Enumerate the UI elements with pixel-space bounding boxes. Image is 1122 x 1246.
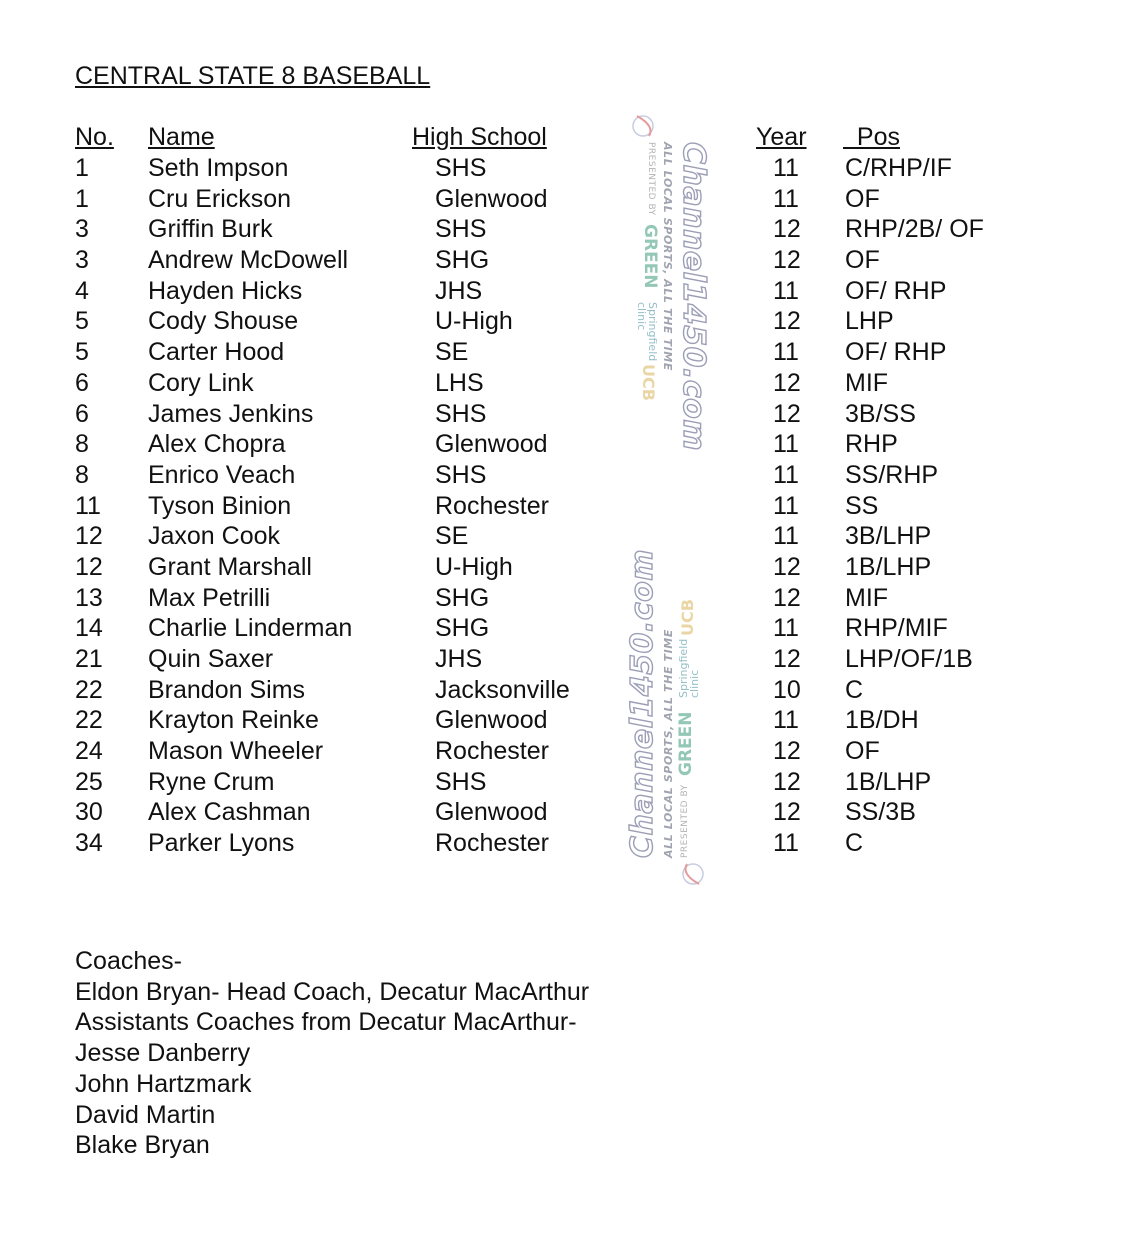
player-number: 25 — [75, 767, 103, 796]
player-number: 21 — [75, 645, 103, 673]
player-number: 22 — [75, 706, 103, 735]
player-number: 8 — [75, 460, 89, 489]
player-year: 11 — [773, 829, 799, 858]
player-school: SE — [435, 338, 469, 367]
player-number: 6 — [75, 399, 89, 428]
watermark-presented-by: PRESENTED BY — [646, 142, 656, 216]
player-school: Glenwood — [435, 184, 548, 213]
player-position: 3B/SS — [845, 399, 916, 428]
player-year: 12 — [773, 246, 801, 275]
player-position: LHP/OF/1B — [845, 645, 973, 673]
player-year: 11 — [773, 706, 799, 735]
player-school: SHG — [435, 583, 490, 612]
player-position: OF — [845, 246, 880, 275]
player-name: Tyson Binion — [148, 491, 292, 520]
player-name: Brandon Sims — [148, 675, 306, 704]
green-sponsor-logo: GREEN — [640, 224, 660, 289]
table-row — [0, 613, 1122, 644]
player-year: 11 — [773, 522, 799, 551]
table-row — [0, 399, 1122, 430]
watermark-presented-by: PRESENTED BY — [680, 784, 690, 858]
springfield-clinic-logo: Springfield clinic — [677, 638, 701, 698]
player-school: Rochester — [435, 737, 549, 766]
player-name: Cru Erickson — [148, 184, 292, 213]
player-school: SHS — [435, 399, 487, 428]
table-row — [0, 460, 1122, 491]
player-year: 11 — [773, 460, 799, 489]
player-school: SHS — [435, 215, 487, 244]
player-school: SHS — [435, 154, 487, 182]
player-year: 11 — [773, 430, 799, 459]
table-row — [0, 583, 1122, 614]
player-name: Jaxon Cook — [148, 522, 281, 551]
player-number: 1 — [75, 154, 89, 182]
coach-line: Assistants Coaches from Decatur MacArthur- — [75, 1008, 577, 1037]
coach-line: John Hartzmark — [75, 1069, 252, 1098]
document-title: CENTRAL STATE 8 BASEBALL — [75, 62, 431, 90]
table-row — [0, 521, 1122, 552]
green-sponsor-logo: GREEN — [676, 711, 696, 776]
player-year: 12 — [773, 552, 801, 581]
coaches-list — [75, 977, 589, 1161]
player-number: 12 — [75, 522, 103, 551]
player-position: RHP/2B/ OF — [845, 215, 984, 244]
player-year: 12 — [773, 307, 801, 336]
ucb-bank-logo: UCB — [678, 599, 697, 636]
player-school: Jacksonville — [435, 675, 570, 704]
table-row — [0, 429, 1122, 460]
player-name: Alex Cashman — [148, 798, 311, 827]
player-year: 12 — [773, 645, 801, 673]
table-row — [0, 552, 1122, 583]
player-position: 1B/DH — [845, 706, 919, 735]
player-school: U-High — [435, 307, 513, 336]
player-position: C/RHP/IF — [845, 154, 952, 182]
player-position: OF/ RHP — [845, 338, 947, 367]
coach-line: Blake Bryan — [75, 1131, 210, 1160]
coach-line: Jesse Danberry — [75, 1039, 251, 1068]
player-name: Griffin Burk — [148, 215, 273, 244]
player-year: 12 — [773, 399, 801, 428]
player-name: Charlie Linderman — [148, 614, 353, 643]
player-name: Krayton Reinke — [148, 706, 319, 735]
player-school: Rochester — [435, 829, 549, 858]
player-school: SHS — [435, 767, 487, 796]
player-name: Seth Impson — [148, 154, 289, 182]
table-row — [0, 153, 1122, 184]
player-name: Alex Chopra — [148, 430, 286, 459]
table-row — [0, 675, 1122, 706]
table-row — [0, 245, 1122, 276]
player-position: SS/RHP — [845, 460, 939, 489]
springfield-clinic-logo: Springfield clinic — [635, 302, 659, 362]
header-position: Pos — [843, 123, 900, 151]
table-row — [0, 306, 1122, 337]
player-name: Cody Shouse — [148, 307, 299, 336]
player-number: 30 — [75, 798, 103, 827]
channel1450-logo: Channel1450.com — [676, 142, 711, 452]
player-school: SHS — [435, 460, 487, 489]
player-position: 3B/LHP — [845, 522, 932, 551]
player-year: 11 — [773, 276, 799, 305]
player-name: Andrew McDowell — [148, 246, 349, 275]
player-position: SS/3B — [845, 798, 916, 827]
player-position: OF — [845, 737, 880, 766]
swoosh-icon — [629, 112, 657, 140]
player-number: 24 — [75, 737, 103, 766]
player-position: MIF — [845, 583, 889, 612]
player-school: SHG — [435, 246, 490, 275]
player-position: C — [845, 829, 864, 858]
player-number: 13 — [75, 583, 103, 612]
sponsor-watermark-bottom — [624, 548, 714, 888]
player-school: JHS — [435, 645, 483, 673]
player-name: Enrico Veach — [148, 460, 296, 489]
player-school: JHS — [435, 276, 483, 305]
player-name: Ryne Crum — [148, 767, 275, 796]
player-year: 11 — [773, 154, 799, 182]
table-row — [0, 644, 1122, 675]
coach-line: David Martin — [75, 1100, 216, 1129]
player-position: LHP — [845, 307, 894, 336]
player-school: LHS — [435, 368, 484, 397]
table-row — [0, 184, 1122, 215]
sponsor-watermark-top — [622, 112, 712, 452]
player-year: 12 — [773, 798, 801, 827]
header-name: Name — [148, 123, 215, 151]
header-number: No. — [75, 123, 114, 151]
table-row — [0, 276, 1122, 307]
table-row — [0, 214, 1122, 245]
player-school: Glenwood — [435, 706, 548, 735]
watermark-tagline: ALL LOCAL SPORTS, ALL THE TIME — [662, 629, 675, 858]
player-name: Quin Saxer — [148, 645, 274, 673]
player-number: 5 — [75, 338, 89, 367]
player-position: C — [845, 675, 864, 704]
player-position: MIF — [845, 368, 889, 397]
player-number: 4 — [75, 276, 89, 305]
player-year: 11 — [773, 338, 799, 367]
player-number: 1 — [75, 184, 89, 213]
player-year: 12 — [773, 368, 801, 397]
header-high-school: High School — [412, 123, 547, 151]
player-school: SHG — [435, 614, 490, 643]
player-year: 11 — [773, 491, 799, 520]
player-position: OF/ RHP — [845, 276, 947, 305]
player-position: RHP — [845, 430, 898, 459]
player-school: U-High — [435, 552, 513, 581]
player-name: Hayden Hicks — [148, 276, 303, 305]
player-year: 11 — [773, 614, 799, 643]
table-row — [0, 767, 1122, 798]
player-number: 34 — [75, 829, 103, 858]
table-row — [0, 337, 1122, 368]
player-school: Glenwood — [435, 430, 548, 459]
table-row — [0, 491, 1122, 522]
swoosh-icon — [679, 860, 707, 888]
coaches-label: Coaches- — [75, 947, 182, 975]
roster-table — [0, 153, 1122, 859]
player-name: James Jenkins — [148, 399, 314, 428]
player-year: 10 — [773, 675, 801, 704]
player-school: Rochester — [435, 491, 549, 520]
header-year: Year — [756, 123, 807, 151]
player-number: 6 — [75, 368, 89, 397]
watermark-tagline: ALL LOCAL SPORTS, ALL THE TIME — [661, 142, 674, 371]
player-year: 11 — [773, 184, 799, 213]
player-year: 12 — [773, 215, 801, 244]
player-position: SS — [845, 491, 879, 520]
player-position: 1B/LHP — [845, 767, 932, 796]
player-name: Carter Hood — [148, 338, 285, 367]
player-name: Max Petrilli — [148, 583, 271, 612]
player-position: OF — [845, 184, 880, 213]
player-year: 12 — [773, 767, 801, 796]
player-name: Cory Link — [148, 368, 254, 397]
player-number: 11 — [75, 491, 101, 520]
player-number: 3 — [75, 246, 89, 275]
player-school: SE — [435, 522, 469, 551]
player-name: Mason Wheeler — [148, 737, 324, 766]
player-number: 12 — [75, 552, 103, 581]
ucb-bank-logo: UCB — [639, 364, 658, 401]
table-row — [0, 705, 1122, 736]
player-number: 22 — [75, 675, 103, 704]
table-row — [0, 828, 1122, 859]
player-position: RHP/MIF — [845, 614, 948, 643]
channel1450-logo: Channel1450.com — [625, 548, 660, 858]
table-row — [0, 368, 1122, 399]
table-row — [0, 797, 1122, 828]
table-row — [0, 736, 1122, 767]
player-year: 12 — [773, 737, 801, 766]
player-position: 1B/LHP — [845, 552, 932, 581]
coach-line: Eldon Bryan- Head Coach, Decatur MacArthur — [75, 977, 590, 1006]
player-year: 12 — [773, 583, 801, 612]
player-name: Parker Lyons — [148, 829, 295, 858]
coaches-section — [75, 946, 589, 1161]
player-number: 14 — [75, 614, 103, 643]
player-school: Glenwood — [435, 798, 548, 827]
player-number: 5 — [75, 307, 89, 336]
player-name: Grant Marshall — [148, 552, 312, 581]
player-number: 3 — [75, 215, 89, 244]
player-number: 8 — [75, 430, 89, 459]
